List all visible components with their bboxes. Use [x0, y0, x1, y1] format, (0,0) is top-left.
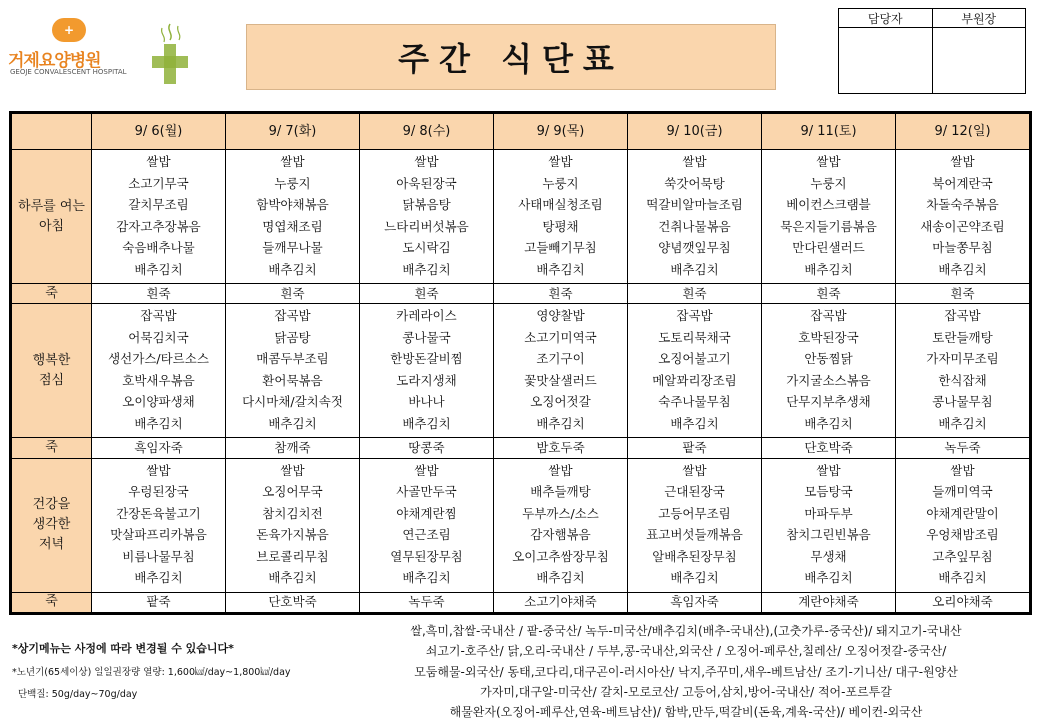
cross-icon: [148, 20, 192, 88]
menu-item: 콩나물무침: [932, 394, 993, 410]
menu-item: 배추김치: [670, 415, 719, 431]
menu-item: 마파두부: [804, 505, 853, 521]
menu-item: 어묵김치국: [128, 329, 189, 345]
menu-item: 소고기무국: [128, 175, 189, 191]
origin-line: 쌀,흑미,찹쌀-국내산 / 팥-중국산/ 녹두-미국산/배추김치(배추-국내산),(고춧가루-중국산)/ 돼지고기-국내산: [410, 624, 962, 638]
meal-cell: [896, 150, 1030, 284]
menu-item: 오징어젓갈: [530, 394, 591, 410]
porridge-cell: 단호박죽: [226, 592, 360, 612]
menu-item: 쌀밥: [816, 462, 841, 478]
meal-cell: [92, 304, 226, 438]
approval-col-vice: 부원장: [932, 9, 1026, 28]
menu-item: 안동찜닭: [804, 351, 853, 367]
menu-item: 쌀밥: [146, 462, 171, 478]
origin-line: 가자미,대구알-미국산/ 갈치-모로코산/ 고등어,삼치,방어-국내산/ 적어-포르투갈: [480, 684, 892, 699]
porridge-cell: 팥죽: [92, 592, 226, 612]
menu-item: 배추김치: [134, 570, 183, 586]
menu-item: 참치그린빈볶음: [786, 527, 871, 543]
meal-cell: [494, 304, 628, 438]
menu-item: 배추김치: [268, 415, 317, 431]
menu-item: 알배추된장무침: [652, 548, 737, 564]
menu-item: 다시마채/갈치속젓: [242, 394, 343, 410]
menu-item: 배추김치: [134, 415, 183, 431]
menu-item: 잡곡밥: [274, 308, 311, 324]
menu-item: 탕평채: [542, 218, 579, 234]
menu-item: 사골만두국: [396, 484, 457, 500]
menu-item: 근대된장국: [664, 484, 725, 500]
menu-item: 비름나물무침: [122, 548, 195, 564]
origin-line: 해물완자(오징어-페루산,연육-베트남산)/ 함박,만두,떡갈비(돈육,계육-국산)/ 베이컨-외국산: [449, 705, 923, 720]
meal-row-label: 행복한 점심: [12, 304, 92, 438]
menu-item: 토란들깨탕: [932, 329, 993, 345]
menu-item: 쌀밥: [682, 154, 707, 169]
menu-item: 배추김치: [536, 570, 585, 586]
day-header: 9/ 12(일): [896, 114, 1030, 150]
menu-item: 숙음배추나물: [122, 240, 195, 255]
menu-item: 쌀밥: [548, 462, 573, 478]
menu-item: 배추김치: [268, 570, 317, 586]
menu-item: 명엽채조림: [262, 218, 323, 234]
porridge-cell: 녹두죽: [896, 438, 1030, 458]
menu-item: 감자햄볶음: [530, 527, 591, 543]
menu-item: 배추김치: [938, 261, 987, 277]
menu-item: 떡갈비알마늘조림: [646, 197, 743, 212]
menu-item: 표고버섯들깨볶음: [646, 527, 743, 543]
meal-cell: [360, 150, 494, 284]
menu-item: 잡곡밥: [810, 308, 847, 324]
porridge-cell: 흰죽: [226, 284, 360, 304]
porridge-cell: 계란야채죽: [762, 592, 896, 612]
menu-item: 잡곡밥: [140, 308, 177, 324]
origin-line: 모둠해물-외국산/ 동태,코다리,대구곤이-러시아산/ 낙지,주꾸미,새우-베트남산/ 조기-기니산/ 대구-원양산: [414, 664, 958, 679]
menu-item: 배추김치: [670, 261, 719, 277]
menu-item: 쌀밥: [414, 462, 439, 478]
porridge-cell: 소고기야채죽: [494, 592, 628, 612]
menu-item: 잡곡밥: [676, 308, 713, 324]
day-header: 9/ 10(금): [628, 114, 762, 150]
porridge-cell: 오리야채죽: [896, 592, 1030, 612]
menu-item: 연근조림: [402, 527, 451, 543]
meal-cell: [360, 304, 494, 438]
menu-item: 묵은지들기름볶음: [780, 218, 877, 234]
menu-item: 메알꽈리장조림: [652, 372, 737, 388]
meal-cell: [494, 458, 628, 592]
weekly-menu-table: [9, 111, 1032, 615]
menu-item: 쌀밥: [280, 154, 305, 169]
meal-cell: [494, 150, 628, 284]
notice-text: *상기메뉴는 사정에 따라 변경될 수 있습니다*: [12, 642, 234, 655]
menu-item: 쌀밥: [682, 462, 707, 478]
menu-item: 모듬탕국: [804, 484, 853, 500]
meal-cell: [226, 150, 360, 284]
menu-item: 카레라이스: [396, 308, 457, 324]
menu-item: 배추김치: [134, 261, 183, 277]
menu-item: 갈치무조림: [128, 197, 189, 212]
menu-item: 배추김치: [402, 261, 451, 277]
menu-item: 쌀밥: [146, 154, 171, 169]
porridge-cell: 흑임자죽: [92, 438, 226, 458]
menu-item: 맛살파프리카볶음: [110, 527, 207, 543]
page-title: 주간 식단표: [246, 24, 776, 90]
menu-item: 영양찰밥: [536, 308, 585, 324]
menu-item: 단무지부추생채: [786, 394, 871, 410]
meal-cell: [628, 150, 762, 284]
porridge-cell: 흑임자죽: [628, 592, 762, 612]
porridge-row-label: 죽: [12, 438, 92, 458]
porridge-cell: 흰죽: [360, 284, 494, 304]
menu-item: 새송이곤약조림: [920, 218, 1005, 234]
menu-item: 배추김치: [938, 570, 987, 586]
menu-item: 배추김치: [268, 261, 317, 277]
menu-item: 돈육가지볶음: [256, 527, 329, 543]
logo-subtitle: GEOJE CONVALESCENT HOSPITAL: [10, 68, 127, 76]
menu-item: 아욱된장국: [396, 175, 457, 191]
menu-item: 우렁된장국: [128, 484, 189, 500]
menu-item: 열무된장무침: [390, 548, 463, 564]
menu-item: 차돌숙주볶음: [926, 197, 999, 212]
logo-badge: +: [52, 18, 86, 42]
menu-item: 야채계란말이: [926, 505, 999, 521]
menu-item: 배추김치: [402, 415, 451, 431]
menu-item: 쌀밥: [548, 154, 573, 169]
menu-item: 배추김치: [804, 415, 853, 431]
menu-item: 콩나물국: [402, 329, 451, 345]
protein-note: 단백질: 50g/day~70g/day: [18, 689, 138, 700]
meal-cell: [226, 458, 360, 592]
menu-item: 건취나물볶음: [658, 218, 731, 234]
porridge-cell: 참깨죽: [226, 438, 360, 458]
menu-item: 배추김치: [536, 261, 585, 277]
meal-cell: [896, 458, 1030, 592]
meal-row-label: 하루를 여는 아침: [12, 150, 92, 284]
origin-info: [340, 621, 1032, 722]
day-header: 9/ 8(수): [360, 114, 494, 150]
menu-item: 잡곡밥: [944, 308, 981, 324]
menu-item: 쑥갓어묵탕: [664, 175, 725, 191]
menu-item: 오징어불고기: [658, 351, 731, 367]
menu-item: 배추김치: [402, 570, 451, 586]
signature-cell: [839, 28, 933, 94]
menu-item: 고등어무조림: [658, 505, 731, 521]
porridge-cell: 흰죽: [628, 284, 762, 304]
meal-cell: [628, 304, 762, 438]
menu-item: 쌀밥: [950, 154, 975, 169]
porridge-cell: 흰죽: [92, 284, 226, 304]
menu-item: 배추김치: [670, 570, 719, 586]
menu-item: 우엉채밤조림: [926, 527, 999, 543]
day-header: 9/ 7(화): [226, 114, 360, 150]
meal-cell: [762, 150, 896, 284]
hospital-logo: [8, 10, 198, 84]
menu-item: 한방돈갈비찜: [390, 351, 463, 367]
menu-item: 가자미무조림: [926, 351, 999, 367]
origin-line: 쇠고기-호주산/ 닭,오리-국내산 / 두부,콩-국내산,외국산 / 오징어-페루산,칠레산/ 오징어젓갈-중국산/: [425, 644, 947, 659]
porridge-cell: 밤호두죽: [494, 438, 628, 458]
menu-item: 한식잡채: [938, 372, 987, 388]
meal-cell: [360, 458, 494, 592]
approval-col-manager: 담당자: [839, 9, 933, 28]
menu-item: 도라지생채: [396, 372, 457, 388]
day-header: 9/ 11(토): [762, 114, 896, 150]
menu-item: 꽃맛살샐러드: [524, 372, 597, 388]
day-header: 9/ 9(목): [494, 114, 628, 150]
menu-item: 조기구이: [536, 351, 585, 367]
porridge-cell: 흰죽: [896, 284, 1030, 304]
menu-item: 소고기미역국: [524, 329, 597, 345]
menu-item: 느타리버섯볶음: [384, 218, 469, 234]
menu-item: 누룽지: [810, 175, 847, 191]
corner-cell: [12, 114, 92, 150]
menu-item: 무생채: [810, 548, 847, 564]
menu-item: 가지굴소스볶음: [786, 372, 871, 388]
menu-item: 양념깻잎무침: [658, 240, 731, 255]
menu-item: 바나나: [408, 394, 445, 410]
menu-item: 쌀밥: [280, 462, 305, 478]
menu-item: 들깨미역국: [932, 484, 993, 500]
menu-item: 환어묵볶음: [262, 372, 323, 388]
meal-cell: [628, 458, 762, 592]
menu-item: 도시락김: [402, 240, 451, 255]
calorie-note: *노년기(65세이상) 일일권장량 열량: 1,600㎉/day~1,800㎉/day: [12, 667, 291, 678]
menu-item: 호박된장국: [798, 329, 859, 345]
menu-item: 쌀밥: [816, 154, 841, 169]
meal-cell: [92, 150, 226, 284]
porridge-row-label: 죽: [12, 592, 92, 612]
menu-item: 숙주나물무침: [658, 394, 731, 410]
menu-item: 닭볶음탕: [402, 197, 451, 212]
porridge-cell: 팥죽: [628, 438, 762, 458]
menu-item: 배추김치: [804, 261, 853, 277]
porridge-cell: 단호박죽: [762, 438, 896, 458]
menu-item: 생선가스/타르소스: [108, 351, 209, 367]
menu-item: 두부까스/소스: [522, 505, 599, 521]
menu-item: 야채계란찜: [396, 505, 457, 521]
menu-item: 고들빼기무침: [524, 240, 597, 255]
meal-cell: [762, 458, 896, 592]
menu-item: 배추김치: [804, 570, 853, 586]
menu-item: 배추김치: [536, 415, 585, 431]
day-header: 9/ 6(월): [92, 114, 226, 150]
menu-item: 오이양파생채: [122, 394, 195, 410]
menu-item: 호박새우볶음: [122, 372, 195, 388]
menu-item: 마늘쫑무침: [932, 240, 993, 255]
menu-item: 닭곰탕: [274, 329, 311, 345]
menu-item: 누룽지: [274, 175, 311, 191]
menu-item: 오이고추쌈장무침: [512, 548, 609, 564]
porridge-cell: 흰죽: [762, 284, 896, 304]
menu-item: 고추잎무침: [932, 548, 993, 564]
meal-row-label: 건강을 생각한 저녁: [12, 458, 92, 592]
menu-item: 배추들깨탕: [530, 484, 591, 500]
signature-cell: [932, 28, 1026, 94]
porridge-cell: 녹두죽: [360, 592, 494, 612]
menu-item: 오징어무국: [262, 484, 323, 500]
menu-item: 베이컨스크램블: [786, 197, 871, 212]
meal-cell: [762, 304, 896, 438]
menu-item: 배추김치: [938, 415, 987, 431]
menu-item: 사태매실청조림: [518, 197, 603, 212]
porridge-row-label: 죽: [12, 284, 92, 304]
menu-item: 북어계란국: [932, 175, 993, 191]
menu-item: 참치김치전: [262, 505, 323, 521]
menu-item: 브로콜리무침: [256, 548, 329, 564]
porridge-cell: 흰죽: [494, 284, 628, 304]
menu-item: 만다린샐러드: [792, 240, 865, 255]
menu-item: 쌀밥: [950, 462, 975, 478]
menu-item: 매콤두부조림: [256, 351, 329, 367]
menu-item: 함박야채볶음: [256, 197, 329, 212]
menu-item: 쌀밥: [414, 154, 439, 169]
meal-cell: [92, 458, 226, 592]
menu-item: 도토리묵채국: [658, 329, 731, 345]
meal-cell: [226, 304, 360, 438]
meal-cell: [896, 304, 1030, 438]
menu-item: 감자고추장볶음: [116, 218, 201, 234]
menu-item: 들깨무나물: [262, 240, 323, 255]
menu-item: 간장돈육불고기: [116, 505, 201, 521]
menu-item: 누룽지: [542, 175, 579, 191]
approval-box: [838, 8, 1026, 94]
porridge-cell: 땅콩죽: [360, 438, 494, 458]
logo-name: 거제요양병원: [8, 51, 101, 71]
